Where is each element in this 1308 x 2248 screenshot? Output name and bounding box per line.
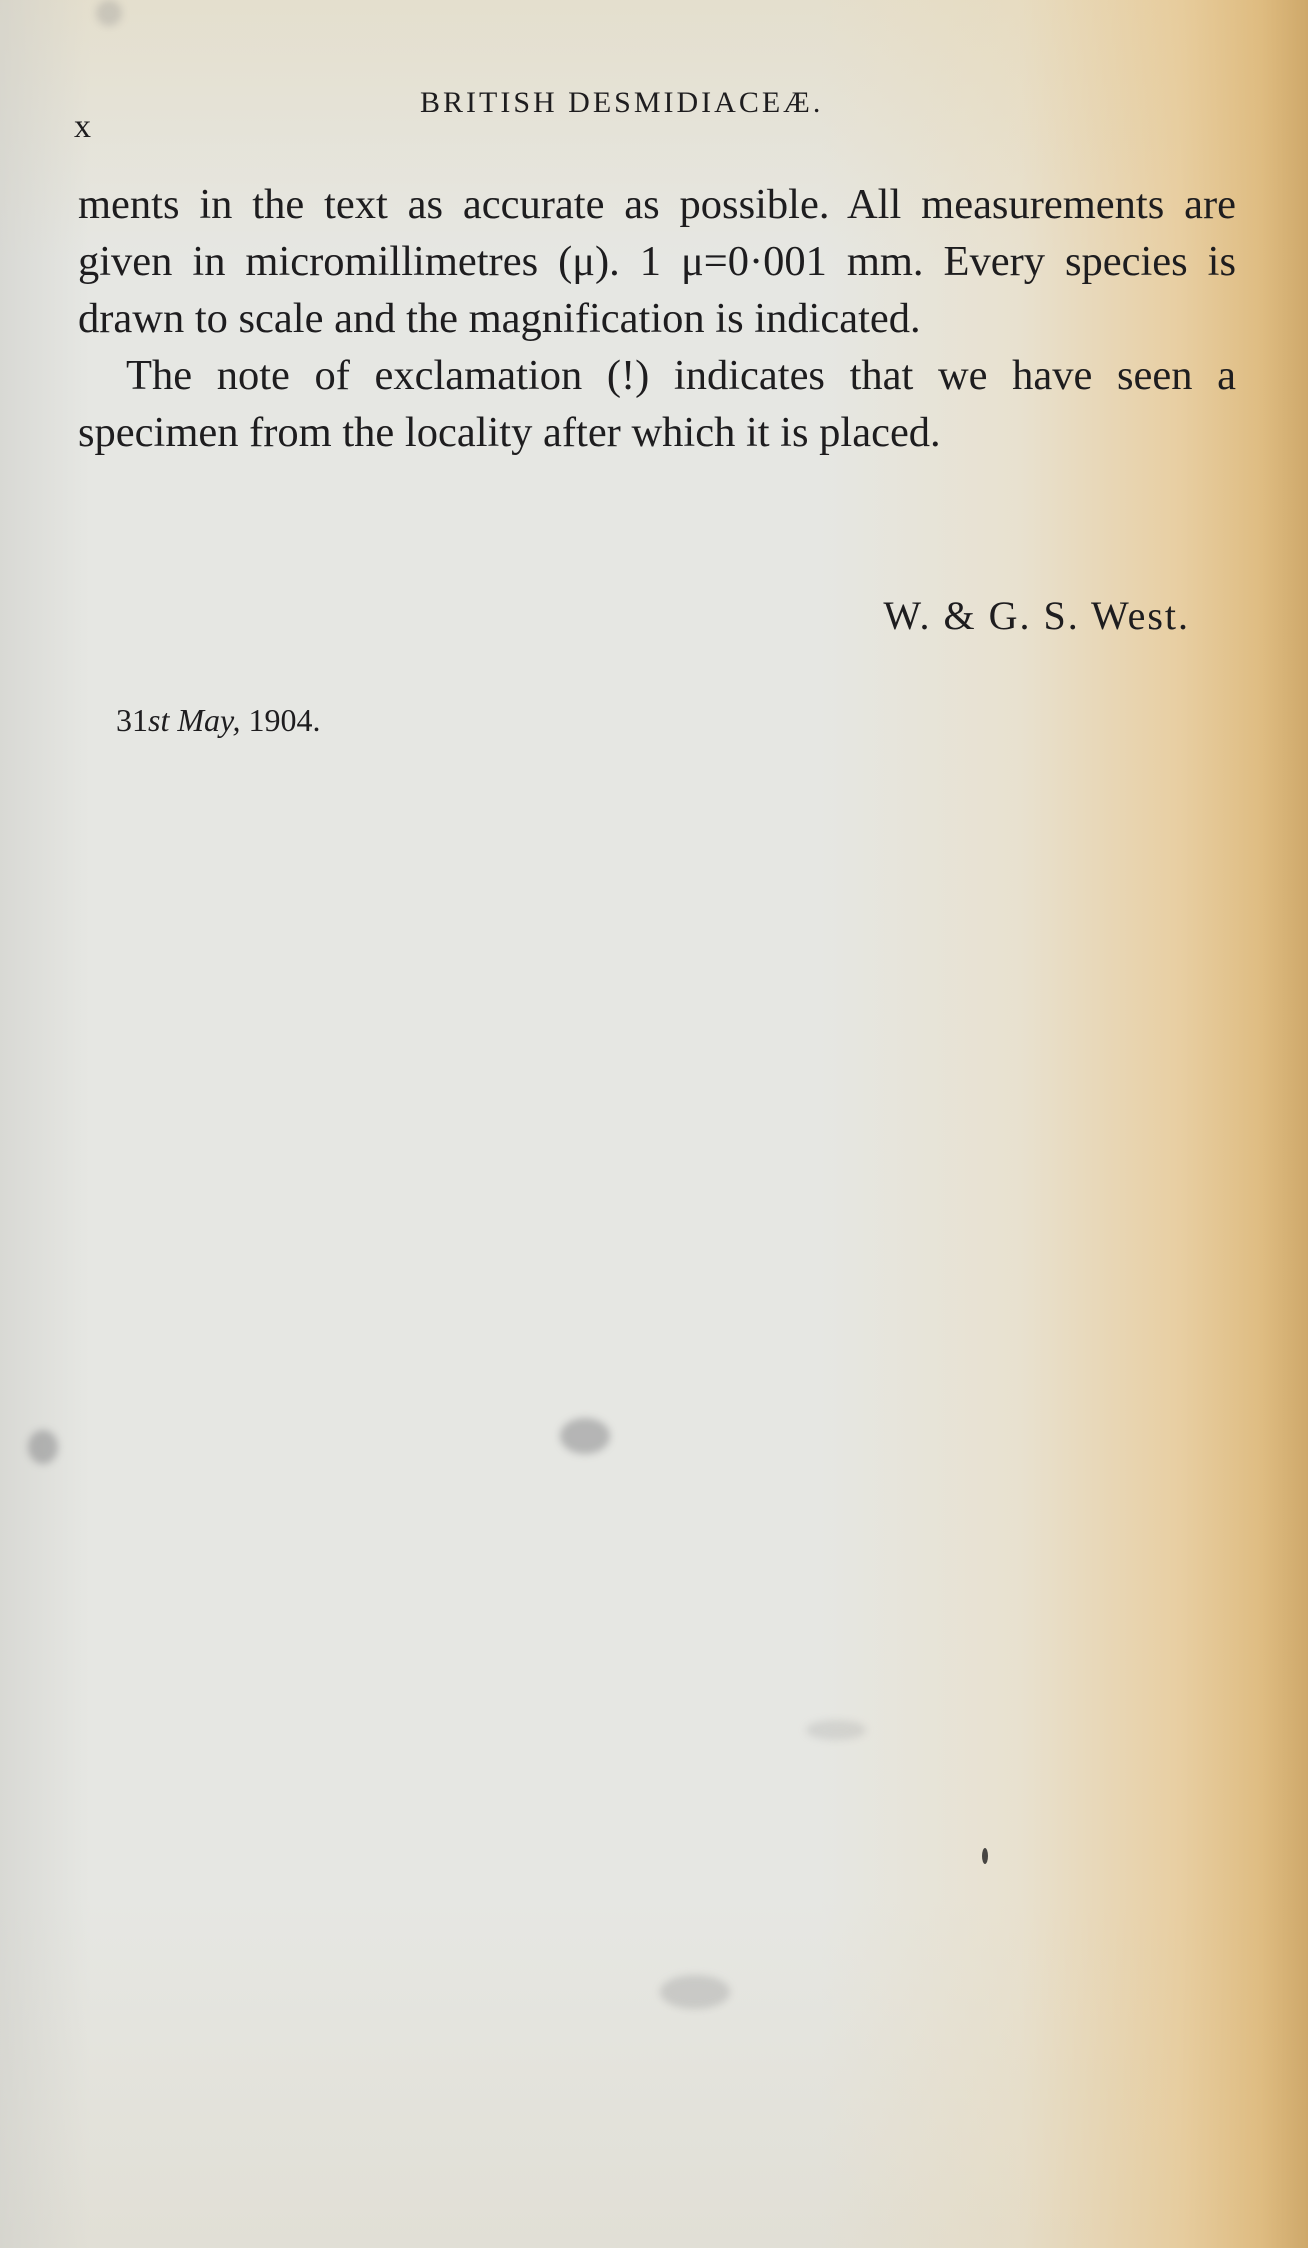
- date-month: May,: [177, 702, 241, 738]
- paper-speck: [560, 1418, 610, 1454]
- paper-speck: [982, 1848, 988, 1864]
- date-year: 1904.: [248, 702, 321, 738]
- date-day: 31: [116, 702, 148, 738]
- date-ordinal: st: [148, 702, 170, 738]
- body-text: [78, 176, 1236, 461]
- paragraph-measurements: ments in the text as accurate as possible. All measurements are given in micromillimetres (μ). 1 μ=0·001 mm. Every species is drawn to scale and the magnification is indicated.: [78, 181, 1236, 342]
- preface-date: [116, 702, 320, 739]
- running-head: BRITISH DESMIDIACEÆ.: [420, 86, 824, 119]
- author-signature: W. & G. S. West.: [883, 593, 1190, 638]
- paper-speck: [96, 0, 122, 26]
- paper-speck: [660, 1975, 730, 2009]
- paragraph-exclamation-note: The note of exclamation (!) indicates that we have seen a specimen from the locality after which it is placed.: [78, 352, 1236, 456]
- page-number: x: [74, 108, 92, 145]
- paper-speck: [806, 1720, 866, 1740]
- paper-speck: [28, 1430, 58, 1464]
